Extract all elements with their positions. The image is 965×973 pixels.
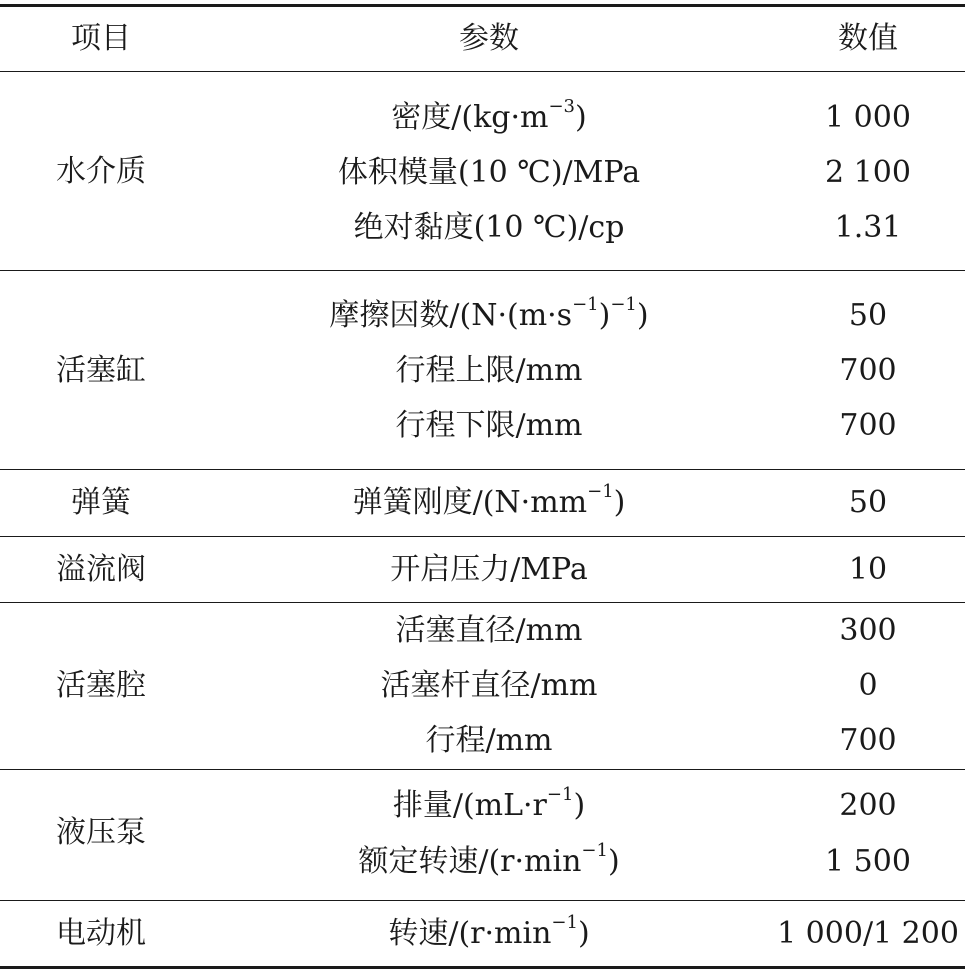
- value-cell: 200: [839, 788, 897, 823]
- group-divider: [0, 769, 965, 770]
- value-cell: 700: [839, 408, 897, 443]
- param-text: 绝对黏度(10 ℃)/cp: [353, 210, 625, 245]
- param-cell: [329, 288, 648, 344]
- param-cell: [358, 834, 619, 890]
- group-name: 水介质: [56, 154, 146, 189]
- param-cell: [353, 475, 626, 531]
- value-cell: 300: [839, 613, 897, 648]
- param-text: 排量/(mL·r: [392, 788, 547, 823]
- group-name: 活塞腔: [56, 668, 146, 703]
- value-cell: 2 100: [825, 155, 911, 190]
- param-text: ): [598, 298, 611, 333]
- param-cell: [354, 200, 625, 256]
- group-name: 液压泵: [56, 815, 146, 850]
- param-text: 转速/(r·min: [388, 916, 552, 951]
- param-text: ): [607, 844, 620, 879]
- param-text: 密度/(kg·m: [391, 100, 549, 135]
- value-cell: 1.31: [834, 210, 902, 245]
- param-cell: [425, 713, 552, 769]
- param-superscript: −3: [548, 96, 576, 117]
- group-divider: [0, 270, 965, 271]
- top-rule: [0, 4, 965, 7]
- param-text: 额定转速/(r·min: [358, 844, 582, 879]
- param-superscript: −1: [581, 840, 608, 861]
- param-cell: [395, 398, 582, 454]
- param-text: ): [577, 916, 590, 951]
- value-cell: 0: [858, 668, 878, 703]
- param-superscript: −1: [551, 912, 578, 933]
- group-divider: [0, 469, 965, 470]
- group-divider: [0, 900, 965, 901]
- value-cell: 1 000/1 200: [777, 916, 959, 951]
- param-superscript: −1: [572, 294, 599, 315]
- param-superscript: −1: [546, 784, 574, 805]
- bottom-rule: [0, 966, 965, 969]
- group-divider: [0, 536, 965, 537]
- value-cell: 10: [848, 552, 888, 587]
- param-text: ): [613, 485, 626, 520]
- group-name: 活塞缸: [56, 353, 146, 388]
- param-superscript: −1: [610, 294, 637, 315]
- value-cell: 50: [848, 298, 888, 333]
- header-rule: [0, 71, 965, 72]
- param-cell: [395, 603, 582, 659]
- param-text: 开启压力/MPa: [390, 552, 588, 587]
- param-text: ): [636, 298, 649, 333]
- header-value: 数值: [838, 21, 898, 56]
- param-superscript: −1: [587, 481, 614, 502]
- header-param: 参数: [459, 21, 519, 56]
- value-cell: 700: [839, 723, 897, 758]
- param-cell: [338, 145, 640, 201]
- group-name: 弹簧: [71, 485, 131, 520]
- param-cell: [388, 906, 589, 962]
- group-name: 电动机: [56, 916, 146, 951]
- param-text: 体积模量(10 ℃)/MPa: [337, 155, 641, 190]
- param-text: 行程上限/mm: [395, 353, 583, 388]
- param-cell: [393, 778, 585, 834]
- param-text: 弹簧刚度/(N·mm: [352, 485, 588, 520]
- param-cell: [395, 343, 582, 399]
- group-name: 溢流阀: [56, 552, 146, 587]
- header-item: 项目: [71, 21, 131, 56]
- param-cell: [380, 658, 597, 714]
- param-text: 行程下限/mm: [395, 408, 583, 443]
- param-cell: [391, 90, 586, 146]
- value-cell: 700: [839, 353, 897, 388]
- value-cell: 1 000: [825, 100, 911, 135]
- param-text: 摩擦因数/(N·(m·s: [329, 298, 573, 333]
- param-text: ): [573, 788, 586, 823]
- param-cell: [390, 542, 588, 598]
- value-cell: 1 500: [825, 844, 911, 879]
- param-text: 活塞直径/mm: [395, 613, 583, 648]
- param-text: 活塞杆直径/mm: [380, 668, 598, 703]
- param-text: 行程/mm: [425, 723, 553, 758]
- value-cell: 50: [848, 485, 888, 520]
- param-text: ): [575, 100, 587, 135]
